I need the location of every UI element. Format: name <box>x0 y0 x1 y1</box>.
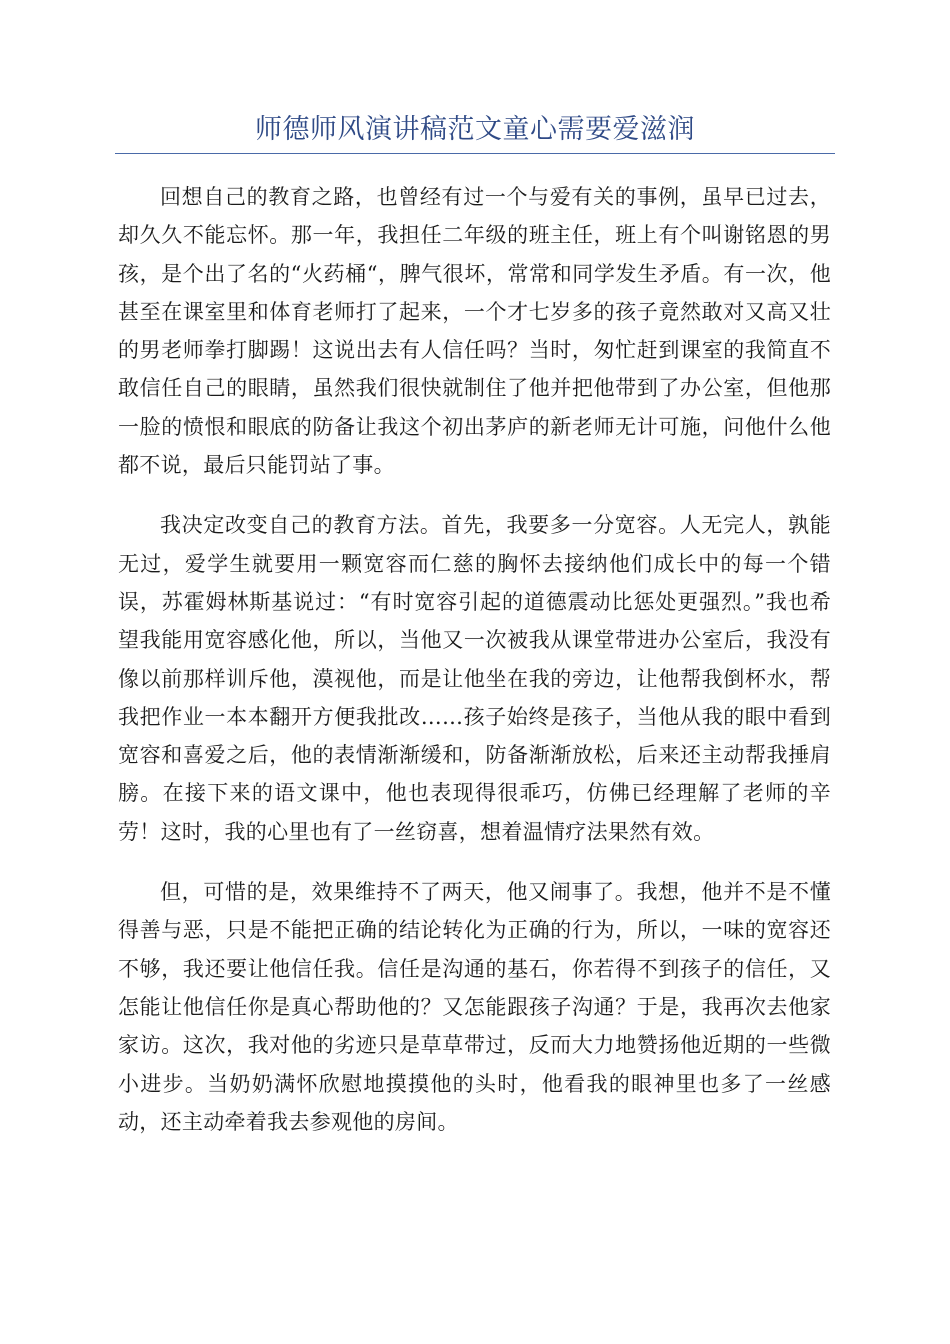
paragraph-3: 但，可惜的是，效果维持不了两天，他又闹事了。我想，他并不是不懂得善与恶，只是不能把正确的结论转化为正确的行为，所以，一味的宽容还不够，我还要让他信任我。信任是沟通的基石，你若得不到孩子的信任，又怎能让他信任你是真心帮助他的？又怎能跟孩子沟通？于是，我再次去他家家访。这次，我对他的劣迹只是草草带过，反而大力地赞扬他近期的一些微小进步。当奶奶满怀欣慰地摸摸他的头时，他看我的眼神里也多了一丝感动，还主动牵着我去参观他的房间。 <box>118 880 831 1134</box>
title-underline <box>115 153 835 154</box>
paragraph-2: 我决定改变自己的教育方法。首先，我要多一分宽容。人无完人，孰能无过，爱学生就要用一颗宽容而仁慈的胸怀去接纳他们成长中的每一个错误，苏霍姆林斯基说过：“有时宽容引起的道德震动比惩处更强烈。”我也希望我能用宽容感化他，所以，当他又一次被我从课堂带进办公室后，我没有像以前那样训斥他，漠视他，而是让他坐在我的旁边，让他帮我倒杯水，帮我把作业一本本翻开方便我批改……孩子始终是孩子，当他从我的眼中看到宽容和喜爱之后，他的表情渐渐缓和，防备渐渐放松，后来还主动帮我捶肩膀。在接下来的语文课中，他也表现得很乖巧，仿佛已经理解了老师的辛劳！这时，我的心里也有了一丝窃喜，想着温情疗法果然有效。 <box>118 513 831 844</box>
document-title: 师德师风演讲稿范文童心需要爱滋润 <box>255 114 695 145</box>
paragraph-1: 回想自己的教育之路，也曾经有过一个与爱有关的事例，虽早已过去，却久久不能忘怀。那一年，我担任二年级的班主任，班上有个叫谢铭恩的男孩，是个出了名的“火药桶“，脾气很坏，常常和同学发生矛盾。有一次，他甚至在课室里和体育老师打了起来，一个才七岁多的孩子竟然敢对又高又壮的男老师拳打脚踢！这说出去有人信任吗？当时，匆忙赶到课室的我简直不敢信任自己的眼睛，虽然我们很快就制住了他并把他带到了办公室，但他那一脸的愤恨和眼底的防备让我这个初出茅庐的新老师无计可施，问他什么他都不说，最后只能罚站了事。 <box>118 185 831 478</box>
document-body <box>118 178 831 1163</box>
